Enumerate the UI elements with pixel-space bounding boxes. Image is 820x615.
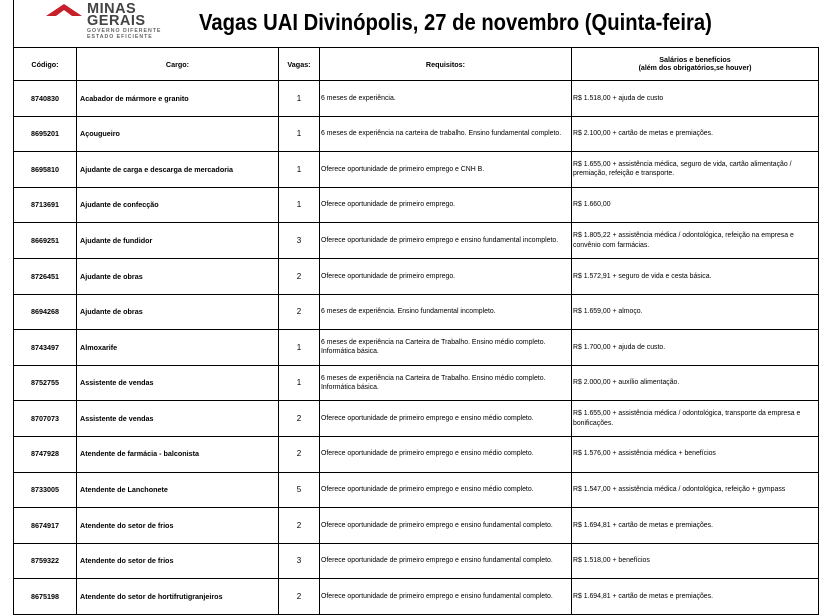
cell-requisitos: Oferece oportunidade de primeiro emprego e ensino médio completo. [320,401,572,437]
minas-gerais-logo [44,3,184,43]
cell-requisitos: 6 meses de experiência na Carteira de Trabalho. Ensino médio completo. Informática básica. [320,330,572,366]
table-row [14,330,819,366]
cell-codigo: 8726451 [14,258,77,294]
table-row [14,543,819,579]
cell-vagas: 1 [279,81,320,117]
logo-subtitle-line1: GOVERNO DIFERENTE [87,28,162,34]
cell-cargo: Ajudante de obras [77,294,279,330]
cell-codigo: 8695201 [14,116,77,152]
table-row [14,436,819,472]
cell-requisitos: 6 meses de experiência. Ensino fundamental incompleto. [320,294,572,330]
cell-vagas: 2 [279,579,320,615]
cell-salarios: R$ 1.655,00 + assistência médica, seguro de vida, cartão alimentação / premiação, refeição e transporte. [572,152,819,188]
cell-cargo: Ajudante de fundidor [77,223,279,259]
job-listing-sheet [13,0,820,601]
mountain-logo-icon [44,3,84,17]
cell-salarios: R$ 2.100,00 + cartão de metas e premiações. [572,116,819,152]
cell-salarios: R$ 1.659,00 + almoço. [572,294,819,330]
cell-vagas: 5 [279,472,320,508]
cell-vagas: 1 [279,152,320,188]
cell-salarios: R$ 1.655,00 + assistência médica / odontológica, transporte da empresa e bonificações. [572,401,819,437]
cell-vagas: 2 [279,508,320,544]
cell-vagas: 2 [279,294,320,330]
col-header-cargo: Cargo: [77,48,279,81]
table-row [14,81,819,117]
cell-salarios: R$ 2.000,00 + auxílio alimentação. [572,365,819,401]
cell-codigo: 8695810 [14,152,77,188]
table-row [14,401,819,437]
cell-requisitos: 6 meses de experiência na carteira de trabalho. Ensino fundamental completo. [320,116,572,152]
cell-vagas: 2 [279,436,320,472]
cell-requisitos: Oferece oportunidade de primeiro emprego e ensino médio completo. [320,436,572,472]
cell-cargo: Atendente do setor de frios [77,543,279,579]
cell-cargo: Açougueiro [77,116,279,152]
cell-codigo: 8674917 [14,508,77,544]
cell-vagas: 3 [279,543,320,579]
jobs-table [13,47,819,615]
table-row [14,579,819,615]
cell-requisitos: 6 meses de experiência. [320,81,572,117]
table-row [14,508,819,544]
col-header-salarios-subtitle: (além dos obrigatórios,se houver) [638,65,752,72]
cell-salarios: R$ 1.547,00 + assistência médica / odontológica, refeição + gympass [572,472,819,508]
cell-cargo: Ajudante de carga e descarga de mercadoria [77,152,279,188]
cell-requisitos: Oferece oportunidade de primeiro emprego. [320,258,572,294]
cell-codigo: 8747928 [14,436,77,472]
cell-salarios: R$ 1.805,22 + assistência médica / odontológica, refeição na empresa e convênio com farmácias. [572,223,819,259]
cell-requisitos: Oferece oportunidade de primeiro emprego e ensino médio completo. [320,472,572,508]
cell-codigo: 8740830 [14,81,77,117]
cell-cargo: Assistente de vendas [77,365,279,401]
header [13,0,819,48]
cell-salarios: R$ 1.700,00 + ajuda de custo. [572,330,819,366]
cell-codigo: 8752755 [14,365,77,401]
cell-requisitos: Oferece oportunidade de primeiro emprego e ensino fundamental completo. [320,579,572,615]
cell-vagas: 1 [279,330,320,366]
logo-subtitle [87,28,161,40]
page-title: Vagas UAI Divinópolis, 27 de novembro (Quinta-feira) [199,9,712,35]
cell-salarios: R$ 1.694,81 + cartão de metas e premiações. [572,508,819,544]
cell-codigo: 8675198 [14,579,77,615]
cell-vagas: 1 [279,187,320,223]
cell-salarios: R$ 1.572,91 + seguro de vida e cesta básica. [572,258,819,294]
cell-cargo: Ajudante de confecção [77,187,279,223]
cell-requisitos: Oferece oportunidade de primeiro emprego e CNH B. [320,152,572,188]
cell-codigo: 8669251 [14,223,77,259]
table-header-row [14,48,819,81]
table-row [14,258,819,294]
col-header-salarios [572,48,819,81]
table-row [14,152,819,188]
cell-cargo: Ajudante de obras [77,258,279,294]
cell-codigo: 8743497 [14,330,77,366]
cell-requisitos: Oferece oportunidade de primeiro emprego e ensino fundamental completo. [320,543,572,579]
cell-salarios: R$ 1.518,00 + benefícios [572,543,819,579]
cell-vagas: 1 [279,365,320,401]
cell-cargo: Atendente do setor de frios [77,508,279,544]
cell-salarios: R$ 1.694,81 + cartão de metas e premiações. [572,579,819,615]
col-header-salarios-title: Salários e benefícios [659,55,731,64]
col-header-vagas: Vagas: [279,48,320,81]
cell-requisitos: 6 meses de experiência na Carteira de Trabalho. Ensino médio completo. Informática básica. [320,365,572,401]
cell-cargo: Almoxarife [77,330,279,366]
cell-cargo: Atendente de farmácia - balconista [77,436,279,472]
cell-requisitos: Oferece oportunidade de primeiro emprego e ensino fundamental completo. [320,508,572,544]
cell-salarios: R$ 1.660,00 [572,187,819,223]
col-header-codigo: Código: [14,48,77,81]
cell-codigo: 8733005 [14,472,77,508]
table-row [14,187,819,223]
table-row [14,294,819,330]
cell-codigo: 8707073 [14,401,77,437]
cell-vagas: 2 [279,258,320,294]
table-row [14,223,819,259]
table-row [14,472,819,508]
cell-vagas: 2 [279,401,320,437]
cell-salarios: R$ 1.518,00 + ajuda de custo [572,81,819,117]
cell-codigo: 8759322 [14,543,77,579]
cell-cargo: Acabador de mármore e granito [77,81,279,117]
cell-vagas: 3 [279,223,320,259]
cell-codigo: 8713691 [14,187,77,223]
col-header-requisitos: Requisitos: [320,48,572,81]
cell-cargo: Atendente do setor de hortifrutigranjeiros [77,579,279,615]
table-row [14,365,819,401]
table-row [14,116,819,152]
cell-requisitos: Oferece oportunidade de primeiro emprego e ensino fundamental incompleto. [320,223,572,259]
cell-codigo: 8694268 [14,294,77,330]
logo-title: MINAS GERAIS [87,1,146,29]
cell-cargo: Assistente de vendas [77,401,279,437]
logo-subtitle-line2: ESTADO EFICIENTE [87,34,153,40]
cell-requisitos: Oferece oportunidade de primeiro emprego. [320,187,572,223]
cell-salarios: R$ 1.576,00 + assistência médica + benefícios [572,436,819,472]
cell-vagas: 1 [279,116,320,152]
cell-cargo: Atendente de Lanchonete [77,472,279,508]
